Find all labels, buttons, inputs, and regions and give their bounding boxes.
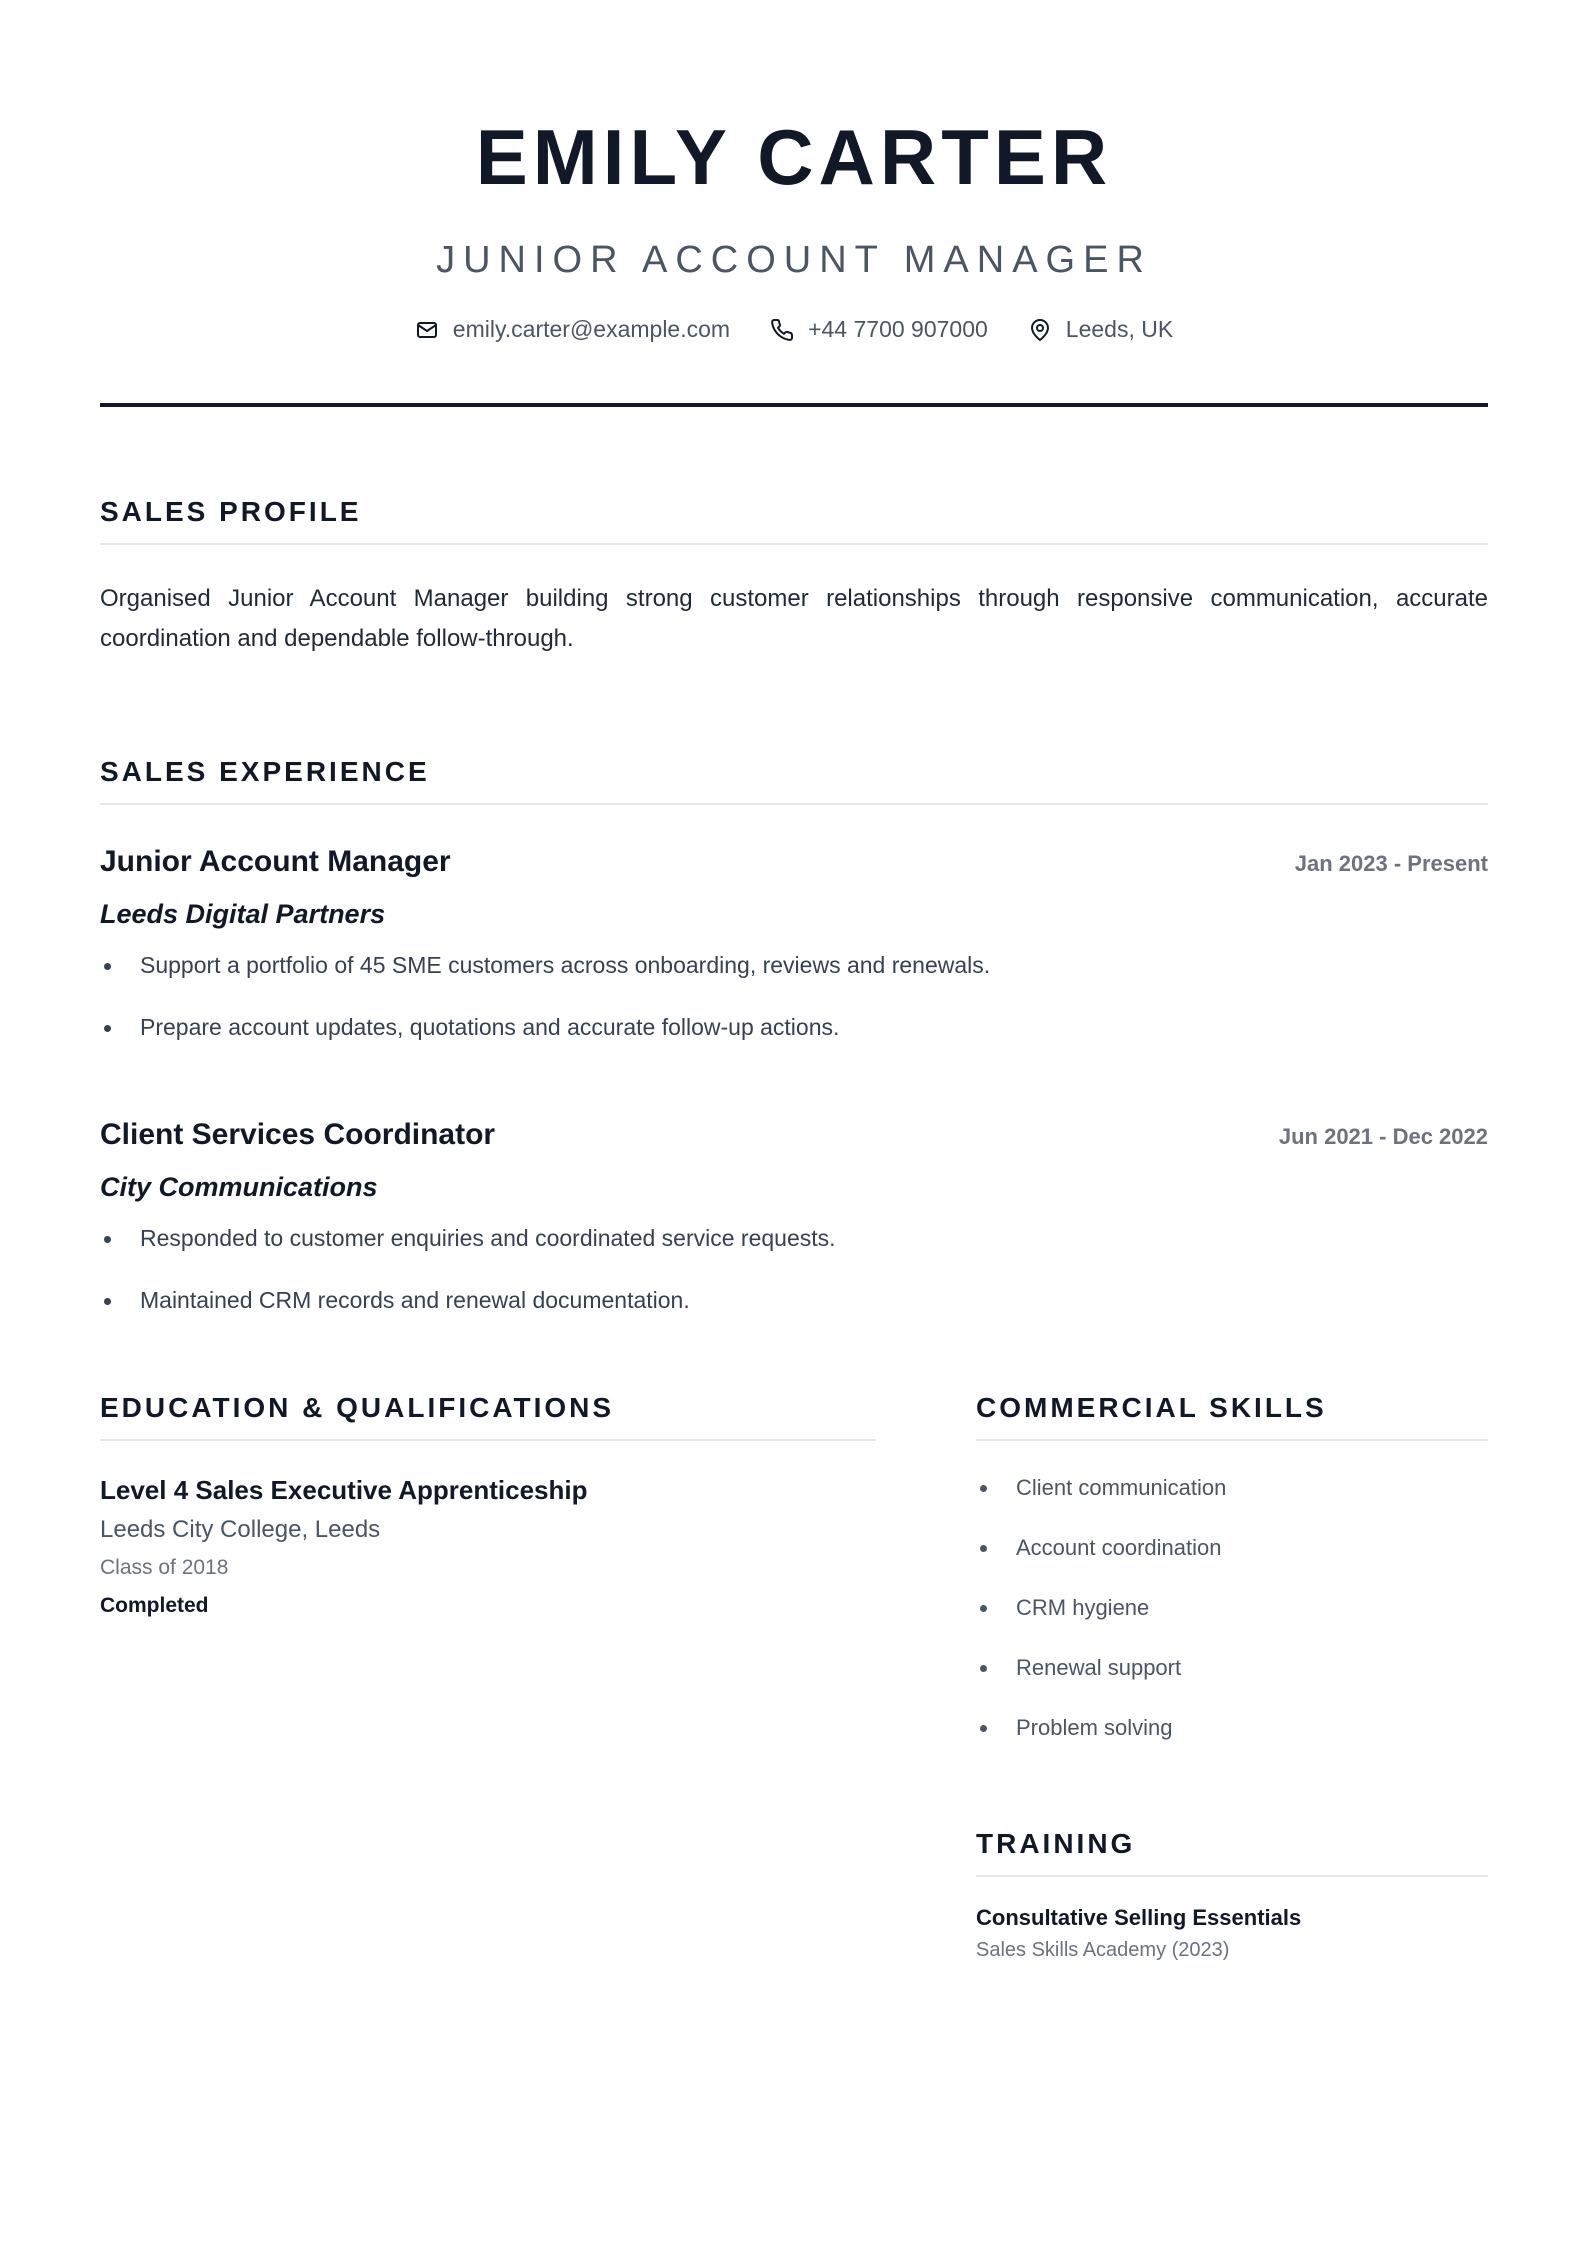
email-text: emily.carter@example.com <box>452 316 731 342</box>
list-item: Responded to customer enquiries and coordinated service requests. <box>100 1223 1488 1253</box>
list-item: CRM hygiene <box>976 1593 1488 1623</box>
contact-phone[interactable] <box>770 316 988 343</box>
section-title: SALES EXPERIENCE <box>100 756 430 787</box>
phone-icon <box>770 318 794 342</box>
job-entry <box>100 1118 1488 1315</box>
section-divider <box>100 803 1488 805</box>
sales-experience-section <box>100 755 1488 1315</box>
qualification-status: Completed <box>100 1594 209 1617</box>
school-name: Leeds City College, Leeds <box>100 1516 381 1543</box>
job-dates: Jun 2021 - Dec 2022 <box>1278 1124 1488 1149</box>
section-title: COMMERCIAL SKILLS <box>976 1392 1327 1423</box>
job-title: Client Services Coordinator <box>100 1118 496 1151</box>
section-title: TRAINING <box>976 1828 1136 1859</box>
sales-profile-section <box>100 495 1488 659</box>
training-name: Consultative Selling Essentials <box>976 1905 1302 1930</box>
job-company: Leeds Digital Partners <box>100 899 386 929</box>
section-divider <box>100 1439 876 1441</box>
candidate-name: EMILY CARTER <box>475 113 1113 201</box>
commercial-skills-section <box>976 1391 1488 1743</box>
section-divider <box>976 1439 1488 1441</box>
education-section <box>100 1391 876 1962</box>
job-entry <box>100 845 1488 1042</box>
class-year: Class of 2018 <box>100 1556 229 1579</box>
list-item: Renewal support <box>976 1653 1488 1683</box>
job-bullets <box>100 1223 1488 1315</box>
list-item: Problem solving <box>976 1713 1488 1743</box>
training-section <box>976 1827 1488 1962</box>
contact-email[interactable] <box>415 316 730 343</box>
section-divider <box>976 1875 1488 1877</box>
header-divider <box>100 403 1488 407</box>
list-item: Prepare account updates, quotations and accurate follow-up actions. <box>100 1012 1488 1042</box>
job-dates: Jan 2023 - Present <box>1294 851 1488 876</box>
contact-location <box>1028 316 1173 343</box>
location-text: Leeds, UK <box>1065 316 1174 342</box>
skills-list <box>976 1473 1488 1743</box>
mail-icon <box>415 318 439 342</box>
list-item: Maintained CRM records and renewal documentation. <box>100 1285 1488 1315</box>
candidate-role: JUNIOR ACCOUNT MANAGER <box>436 239 1152 281</box>
contact-bar <box>100 316 1488 343</box>
list-item: Account coordination <box>976 1533 1488 1563</box>
list-item: Client communication <box>976 1473 1488 1503</box>
job-header <box>100 1118 1488 1152</box>
profile-summary: Organised Junior Account Manager building strong customer relationships through responsive communication, accurate coordination and dependable follow-through. <box>100 585 1488 652</box>
resume-header <box>100 0 1488 407</box>
location-pin-icon <box>1028 318 1052 342</box>
training-provider: Sales Skills Academy (2023) <box>976 1939 1230 1961</box>
section-title: SALES PROFILE <box>100 496 362 527</box>
list-item: Support a portfolio of 45 SME customers across onboarding, reviews and renewals. <box>100 950 1488 980</box>
section-title: EDUCATION & QUALIFICATIONS <box>100 1392 615 1423</box>
phone-text: +44 7700 907000 <box>808 316 988 342</box>
qualification-title: Level 4 Sales Executive Apprenticeship <box>100 1475 588 1505</box>
job-title: Junior Account Manager <box>100 845 451 878</box>
section-divider <box>100 543 1488 545</box>
job-bullets <box>100 950 1488 1042</box>
right-column <box>976 1391 1488 1962</box>
job-company: City Communications <box>100 1172 378 1202</box>
two-column-area <box>100 1391 1488 1962</box>
job-header <box>100 845 1488 879</box>
